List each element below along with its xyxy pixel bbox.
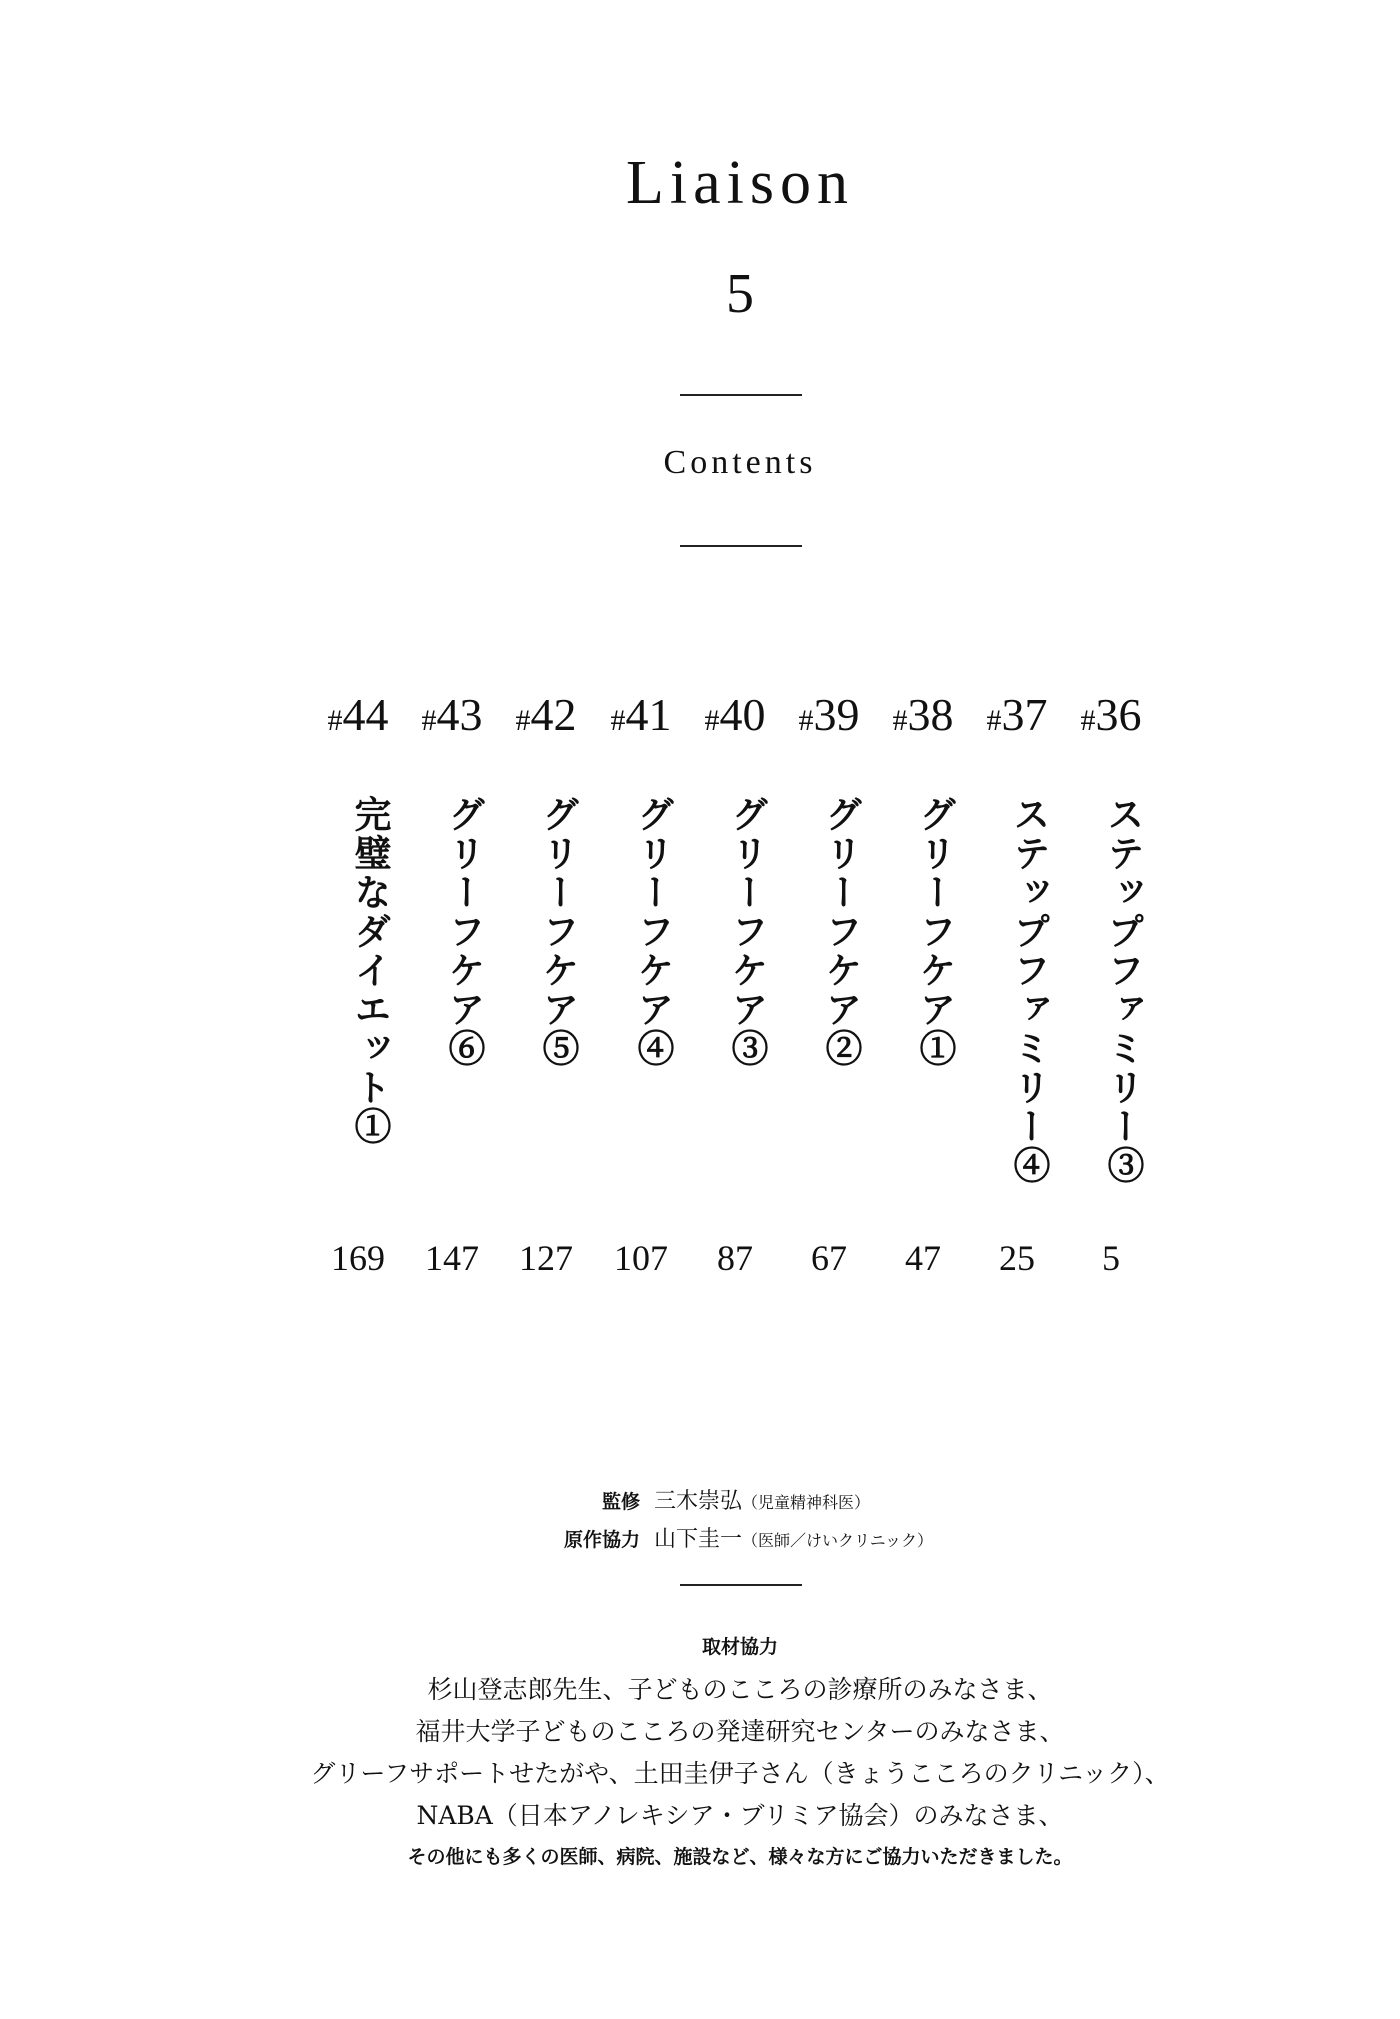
divider-credits (680, 1584, 802, 1586)
chapter-title: 完璧なダイエット① (348, 795, 392, 1146)
chapter-page: 169 (331, 1238, 385, 1278)
original-note: （医師／けいクリニック） (742, 1531, 934, 1550)
chapter-number-value: 42 (530, 689, 577, 740)
chapter-number-value: 37 (1001, 689, 1048, 740)
chapter-hash: # (515, 704, 531, 737)
original-label: 原作協力 (563, 1529, 640, 1551)
chapter-page: 5 (1102, 1238, 1120, 1278)
chapter-hash: # (704, 704, 720, 737)
chapter-number-value: 39 (813, 689, 860, 740)
cooperation-line: グリーフサポートせたがや、土田圭伊子さん（きょうこころのクリニック）、 (310, 1759, 1170, 1788)
chapter-title: ステップファミリー③ (1101, 795, 1145, 1185)
chapter-title: グリーフケア② (819, 795, 863, 1068)
chapter-number-value: 36 (1095, 689, 1142, 740)
original-name: 山下圭一 (654, 1527, 743, 1552)
divider-top (680, 394, 802, 396)
chapter-page: 25 (999, 1238, 1035, 1278)
chapter-hash: # (798, 704, 814, 737)
chapter-title: ステップファミリー④ (1007, 795, 1051, 1185)
chapter-hash: # (986, 704, 1002, 737)
chapter-number-value: 38 (907, 689, 954, 740)
chapter-title: グリーフケア④ (631, 795, 675, 1068)
chapter-number (1051, 688, 1171, 741)
chapter-hash: # (421, 704, 437, 737)
supervision-note: （児童精神科医） (742, 1493, 871, 1512)
chapter-title: グリーフケア⑤ (536, 795, 580, 1068)
chapter-page: 87 (717, 1238, 753, 1278)
chapter-page: 67 (811, 1238, 847, 1278)
contents-heading: Contents (663, 444, 817, 481)
chapter-page: 107 (614, 1238, 668, 1278)
credit-original (510, 1522, 933, 1553)
chapter-number-value: 41 (625, 689, 672, 740)
chapter-page: 47 (905, 1238, 941, 1278)
chapter-hash: # (1080, 704, 1096, 737)
chapter-number-value: 43 (436, 689, 483, 740)
supervision-label: 監修 (601, 1491, 640, 1513)
credit-supervision (510, 1484, 870, 1515)
chapter-hash: # (327, 704, 343, 737)
volume-number: 5 (726, 263, 754, 325)
chapter-number-value: 44 (342, 689, 389, 740)
divider-contents (680, 545, 802, 547)
chapter-title: グリーフケア③ (725, 795, 769, 1068)
chapter-hash: # (610, 704, 626, 737)
cooperation-label: 取材協力 (701, 1636, 778, 1658)
supervision-name: 三木崇弘 (654, 1489, 743, 1514)
chapter-hash: # (892, 704, 908, 737)
cooperation-line: その他にも多くの医師、病院、施設など、様々な方にご協力いただきました。 (407, 1846, 1073, 1868)
chapter-page: 127 (519, 1238, 573, 1278)
cooperation-line: 福井大学子どものこころの発達研究センターのみなさま、 (415, 1717, 1065, 1746)
chapter-page: 147 (425, 1238, 479, 1278)
cooperation-line: 杉山登志郎先生、子どものこころの診療所のみなさま、 (427, 1675, 1053, 1704)
chapter-title: グリーフケア① (913, 795, 957, 1068)
cooperation-line: NABA（日本アノレキシア・ブリミア協会）のみなさま、 (416, 1801, 1064, 1830)
chapter-number-value: 40 (719, 689, 766, 740)
book-title: Liaison (626, 149, 854, 217)
chapter-title: グリーフケア⑥ (442, 795, 486, 1068)
